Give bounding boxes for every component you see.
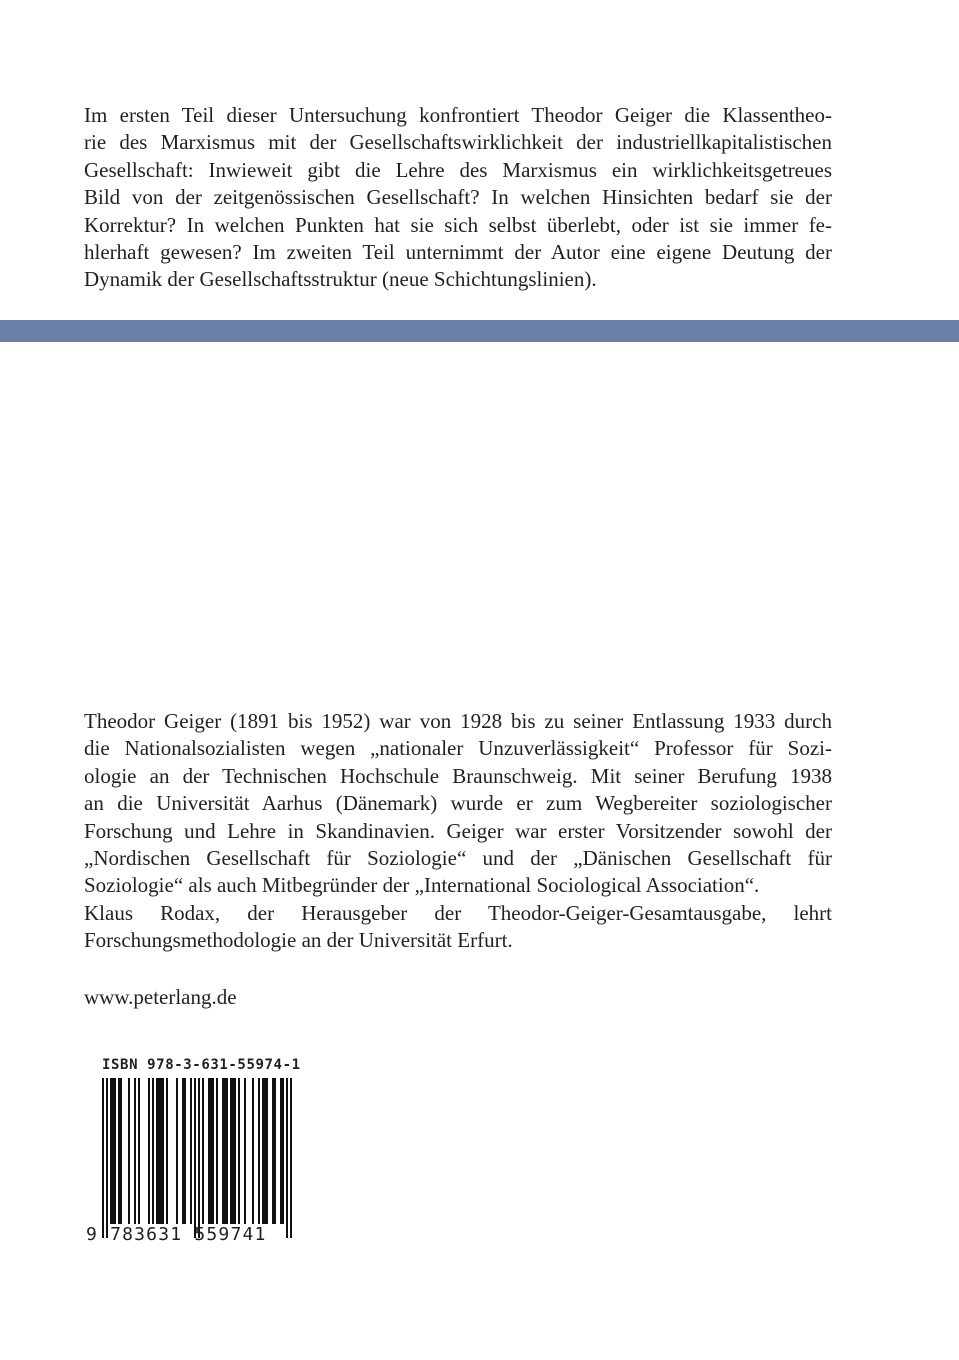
barcode-bar [102, 1078, 104, 1238]
barcode-bar [222, 1078, 224, 1224]
barcode-bar [274, 1078, 276, 1224]
barcode-bar [110, 1078, 112, 1224]
barcode-bar [286, 1078, 288, 1238]
barcode-bar [252, 1078, 254, 1224]
blurb-text [84, 102, 832, 294]
barcode-bar [176, 1078, 178, 1224]
barcode-bar [238, 1078, 240, 1224]
barcode-bar [230, 1078, 232, 1224]
bio-line: Theodor Geiger (1891 bis 1952) war von 1928 bis zu seiner Entlassung 1933 durch [84, 709, 832, 733]
barcode-bar [138, 1078, 140, 1224]
barcode-bar [210, 1078, 212, 1224]
barcode-bar [184, 1078, 186, 1224]
barcode-bar [198, 1078, 200, 1238]
barcode-bar [120, 1078, 122, 1224]
barcode-bar [224, 1078, 226, 1224]
barcode-bar [166, 1078, 168, 1224]
bio-line: die Nationalsozialisten wegen „nationaler Unzuverlässigkeit“ Professor für Sozi- [84, 736, 832, 761]
barcode-bar [280, 1078, 282, 1224]
bio-line: Forschungsmethodologie an der Universität Erfurt. [84, 928, 513, 953]
bio-line: Soziologie“ als auch Mitbegründer der „International Sociological Association“. [84, 873, 760, 898]
barcode-bar [194, 1078, 196, 1238]
barcode-bar [272, 1078, 274, 1224]
bio-line: ologie an der Technischen Hochschule Braunschweig. Mit seiner Berufung 1938 [84, 763, 832, 788]
barcode-bar [216, 1078, 218, 1224]
barcode-bar [262, 1078, 264, 1224]
bio-line: Forschung und Lehre in Skandinavien. Geiger war erster Vorsitzender sowohl der [84, 818, 832, 843]
barcode-bar [158, 1078, 160, 1224]
color-band-divider [0, 320, 959, 342]
bio-line: Klaus Rodax, der Herausgeber der Theodor-Geiger-Gesamtausgabe, lehrt [84, 900, 832, 925]
barcode-bar [114, 1078, 116, 1224]
barcode-bar [282, 1078, 284, 1224]
barcode-bar [182, 1078, 184, 1224]
barcode-bar [266, 1078, 268, 1224]
barcode-bar [290, 1078, 292, 1238]
barcode-bar [190, 1078, 192, 1224]
barcode-bar [212, 1078, 214, 1224]
barcode-bar [264, 1078, 266, 1224]
isbn-barcode [86, 1056, 308, 1246]
blurb-line: rie des Marxismus mit der Gesellschaftswirklichkeit der industriellkapitalistischen [84, 130, 832, 155]
barcode-bar [208, 1078, 210, 1224]
blurb-line: Bild von der zeitgenössischen Gesellschaft? In welchen Hinsichten bedarf sie der [84, 185, 832, 210]
barcode-bar [148, 1078, 150, 1224]
blurb-line: Im ersten Teil dieser Untersuchung konfrontiert Theodor Geiger die Klassentheo- [84, 103, 832, 127]
blurb-line: hlerhaft gewesen? Im zweiten Teil unternimmt der Autor eine eigene Deutung der [84, 240, 832, 265]
barcode-bar [244, 1078, 246, 1224]
barcode-bar [112, 1078, 114, 1224]
author-bio [84, 708, 832, 955]
barcode-bar [118, 1078, 120, 1224]
barcode-bar [106, 1078, 108, 1238]
bio-line: an die Universität Aarhus (Dänemark) wurde er zum Wegbereiter soziologischer [84, 791, 832, 816]
barcode-bar [258, 1078, 260, 1224]
barcode-bar [202, 1078, 204, 1224]
barcode-bar [160, 1078, 162, 1224]
blurb-line: Gesellschaft: Inwieweit gibt die Lehre des Marxismus ein wirklichkeitsgetreues [84, 157, 832, 182]
isbn-label: ISBN 978-3-631-55974-1 [102, 1057, 301, 1073]
barcode-bar [128, 1078, 130, 1224]
ean-digits: 9 783631 559741 [86, 1224, 267, 1245]
barcode-bar [156, 1078, 158, 1224]
bio-line: „Nordischen Gesellschaft für Soziologie“ und der „Dänischen Gesellschaft für [84, 846, 832, 871]
blurb-line: Korrektur? In welchen Punkten hat sie sich selbst überlebt, oder ist sie immer fe- [84, 212, 832, 237]
barcode-bar [134, 1078, 136, 1224]
publisher-url[interactable]: www.peterlang.de [84, 985, 237, 1009]
barcode-bar [232, 1078, 234, 1224]
barcode-bar [234, 1078, 236, 1224]
barcode-bar [226, 1078, 228, 1224]
barcode-bars [102, 1078, 292, 1238]
blurb-line: Dynamik der Gesellschaftsstruktur (neue Schichtungslinien). [84, 267, 597, 292]
barcode-bar [152, 1078, 154, 1224]
barcode-bar [162, 1078, 164, 1224]
